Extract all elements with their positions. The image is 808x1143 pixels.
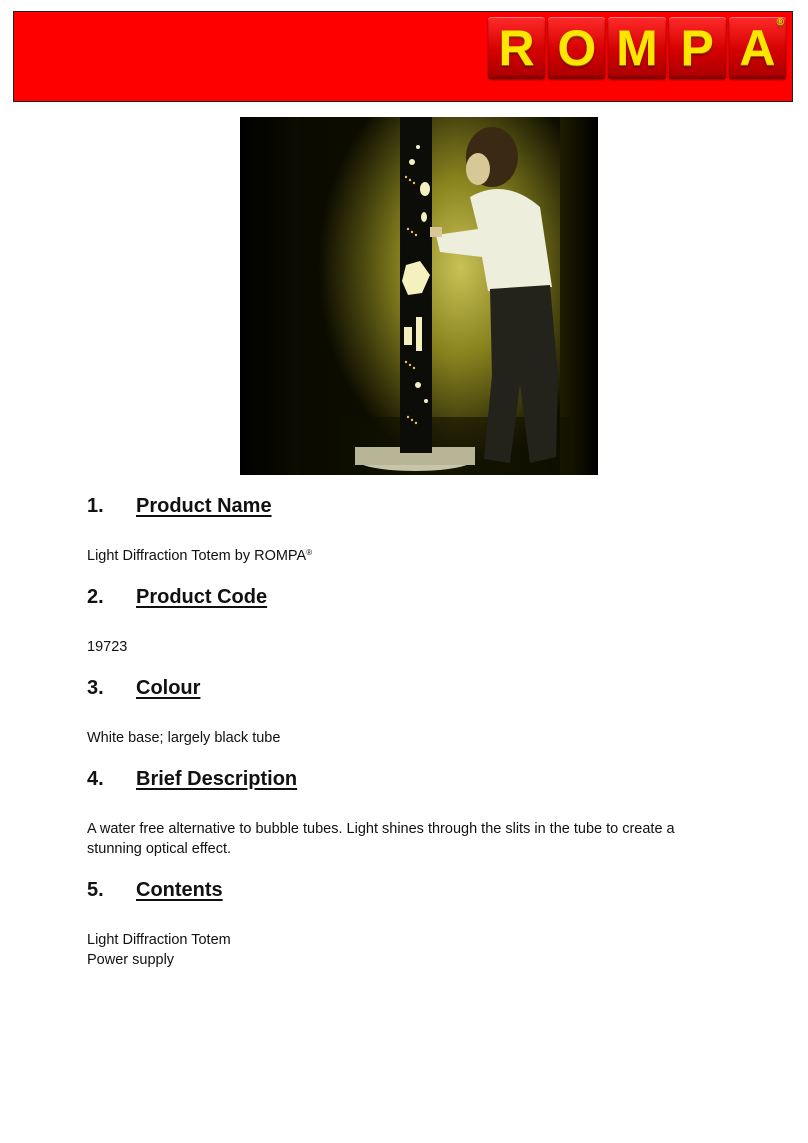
logo-tile-r [488, 17, 545, 79]
section-title: Colour [136, 677, 201, 699]
section-number: 1. [87, 495, 104, 517]
description-line: stunning optical effect. [87, 841, 232, 857]
product-name-value: Light Diffraction Totem by ROMPA [87, 548, 307, 564]
logo-tile-m [608, 17, 665, 79]
section-title: Product Name [136, 495, 272, 517]
contents-item: Power supply [87, 952, 175, 968]
logo-tile-p [669, 17, 726, 79]
section-number: 4. [87, 768, 104, 790]
product-photo [240, 117, 598, 475]
logo-letter: A [739, 20, 776, 76]
logo-tile-a [729, 17, 786, 79]
contents-item: Light Diffraction Totem [87, 932, 231, 948]
section-number: 2. [87, 586, 104, 608]
logo-tile-o [548, 17, 605, 79]
brief-description-text [87, 819, 727, 859]
product-name-text [87, 546, 727, 566]
contents-list [87, 930, 727, 970]
section-title: Product Code [136, 586, 268, 608]
section-number: 5. [87, 879, 104, 901]
colour-text: White base; largely black tube [87, 730, 281, 746]
description-line: A water free alternative to bubble tubes. Light shines through the slits in the tube to create a [87, 821, 675, 837]
rompa-logo [488, 17, 786, 79]
logo-letter: O [557, 20, 597, 76]
registered-mark: ® [306, 548, 313, 557]
logo-letter: M [616, 20, 658, 76]
product-photo-illustration [240, 117, 598, 475]
logo-registered-mark: ® [776, 17, 785, 28]
section-title: Brief Description [136, 768, 298, 790]
section-number: 3. [87, 677, 104, 699]
logo-letter: R [498, 20, 535, 76]
section-title: Contents [136, 879, 223, 901]
product-code-text: 19723 [87, 639, 128, 655]
logo-letter: P [680, 20, 714, 76]
